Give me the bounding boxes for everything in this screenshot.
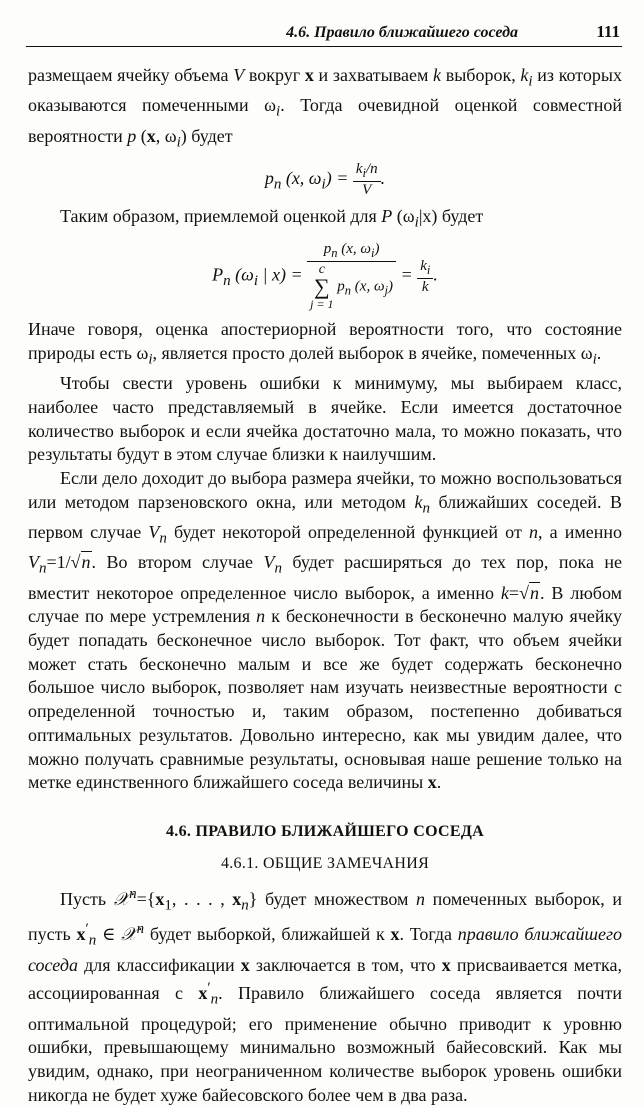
paragraph-6: Пусть $𝒳^n=\{x_1$, . . . , $x_n$} будет множеством n помеченных выборок, и пусть $x'_n$ ∈ 𝒳$^n$ будет выборкой, ближайшей к x. Тогда правило ближайшего соседа для классификации x заключается в том, что x присваивается метка, ассоциированная с $x'_n$. Правило ближайшего соседа является почти оптимальной процедурой; его применение обычно приводит к уровню ошибки, превышающему минимально возможный байесовский. Как мы увидим, однако, при неограниченном количестве выборок уровень ошибки никогда не будет хуже байесовского более чем в два раза.	[28, 885, 622, 1105]
fraction: $\frac{k_i/n}{V}$	[353, 161, 381, 199]
formula-posterior-estimate: $P_n$ ($\omega_i$ | x) = $p_n$ (x, $\omega_i$) c ∑ j = 1 $p_n$ (x, $\omega_j$) = $\frac{k_i}{k}$ .	[212, 241, 438, 312]
sigma-sign: ∑	[313, 274, 330, 300]
section-heading: 4.6. ПРАВИЛО БЛИЖАЙШЕГО СОСЕДА	[165, 822, 485, 840]
summation: c ∑ j = 1	[310, 262, 334, 312]
page-number: 111	[596, 22, 620, 41]
running-title: 4.6. Правило ближайшего соседа	[286, 24, 518, 41]
page-body	[28, 64, 622, 1107]
paragraph-4: Чтобы свести уровень ошибки к минимуму, мы выбираем класс, наиболее часто представляемый в ячейке. Если имеется достаточное количество выборок и если ячейка достаточно мала, то можно показать, что результаты будут в этом случае близки к наилучшим.	[28, 373, 622, 465]
paragraph-2: Таким образом, приемлемой оценкой для P $(\omega_i|x)$ будет	[60, 205, 484, 231]
paragraph-3: Иначе говоря, оценка апостериорной вероятности того, что состояние природы есть $\omega_i$, является просто долей выборок в ячейке, помеченных $\omega_i$.	[28, 319, 622, 368]
fraction-posterior: $p_n$ (x, $\omega_i$) c ∑ j = 1 $p_n$ (x, $\omega_j$)	[307, 241, 396, 312]
paragraph-5: Если дело доходит до выбора размера ячейки, то можно воспользоваться или методом парзеновского окна, или методом $k_n$ ближайших соседей. В первом случае $V_n$ будет некоторой определенной функцией от n, а именно $V_n=1/√n$. Во втором случае $V_n$ будет расширяться до тех пор, пока не вместит некоторое определенное число выборок, а именно k=√n. В любом случае по мере устремления n к бесконечности в бесконечно малую ячейку будет попадать бесконечное число выборок. Тот факт, что объем ячейки может стать бесконечно малым и все же будет содержать бесконечно большое число выборок, позволяет нам изучать неизвестные вероятности с определенной точностью и, таким образом, постепенно добиваться оптимальных результатов. Довольно интересно, как мы увидим далее, что можно получать сравнимые результаты, основывая наше решение только на метке единственного ближайшего соседа величины x.	[28, 468, 622, 793]
fraction-ki-over-k: $\frac{k_i}{k}$	[417, 258, 433, 296]
formula-joint-probability: $p_n$ (x, $\omega_i$) = $\frac{k_i/n}{V}$ .	[264, 160, 386, 198]
page-header	[26, 20, 622, 47]
term-nearest-neighbor-rule: правило ближайшего соседа	[28, 924, 622, 975]
subsection-heading: 4.6.1. ОБЩИЕ ЗАМЕЧАНИЯ	[220, 854, 430, 872]
paragraph-1: размещаем ячейку объема V вокруг x и захватываем k выборок, $k_i$ из которых оказываются помеченными $\omega_i$. Тогда очевидной оценкой совместной вероятности p (x, $\omega_i$) будет	[28, 65, 623, 151]
